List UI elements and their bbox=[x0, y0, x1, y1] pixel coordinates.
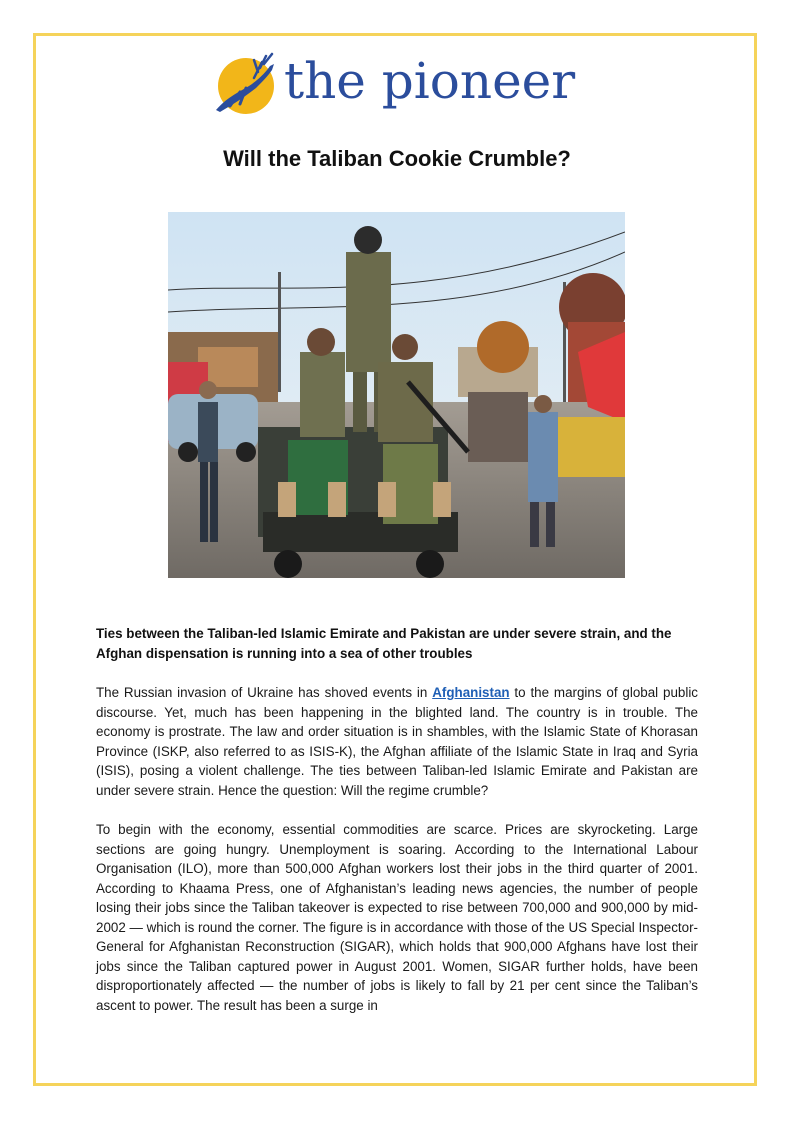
afghanistan-link[interactable]: Afghanistan bbox=[432, 685, 510, 700]
paragraph-2: To begin with the economy, essential commodities are scarce. Prices are skyrocketing. Large sections are going hungry. Unemployment is soaring. According to the International Labour Organisation (ILO), more than 500,000 Afghan workers lost their jobs in the third quarter of 2001. According to Khaama Press, one of Afghanistan’s leading news agencies, the number of people losing their jobs since the Taliban takeover is expected to rise between 700,000 and 900,000 by mid-2002 — which is round the corner. The figure is in accordance with those of the US Special Inspector-General for Afghanistan Reconstruction (SIGAR), which holds that 900,000 Afghans have lost their jobs since the Taliban captured power in August 2001. Women, SIGAR further holds, have been disproportionately affected — the number of jobs is likely to fall by 21 per cent since the Taliban’s ascent to power. The result has been a surge in bbox=[96, 822, 698, 1013]
article-title: Will the Taliban Cookie Crumble? bbox=[223, 146, 571, 171]
article-lead: Ties between the Taliban-led Islamic Emirate and Pakistan are under severe strain, and the Afghan dispensation is running into a sea of other troubles bbox=[96, 626, 672, 661]
paragraph-1 bbox=[96, 683, 698, 800]
brand-logo[interactable] bbox=[210, 44, 590, 124]
brand-name: the pioneer bbox=[284, 52, 576, 110]
article-photo bbox=[168, 212, 625, 578]
paragraph-1-text-before: The Russian invasion of Ukraine has shoved events in bbox=[96, 685, 433, 700]
deer-sun-logo-icon bbox=[210, 48, 280, 118]
paragraph-1-text-after: to the margins of global public discourse. Yet, much has been happening in the blighted land. The country is in trouble. The economy is prostrate. The law and order situation is in shambles, with the Islamic State of Khorasan Province (ISKP, also referred to as ISIS-K), the Afghan affiliate of the Islamic State in Iraq and Syria (ISIS), posing a violent challenge. The ties between Taliban-led Islamic Emirate and Pakistan are under severe strain. Hence the question: Will the regime crumble? bbox=[96, 685, 698, 798]
